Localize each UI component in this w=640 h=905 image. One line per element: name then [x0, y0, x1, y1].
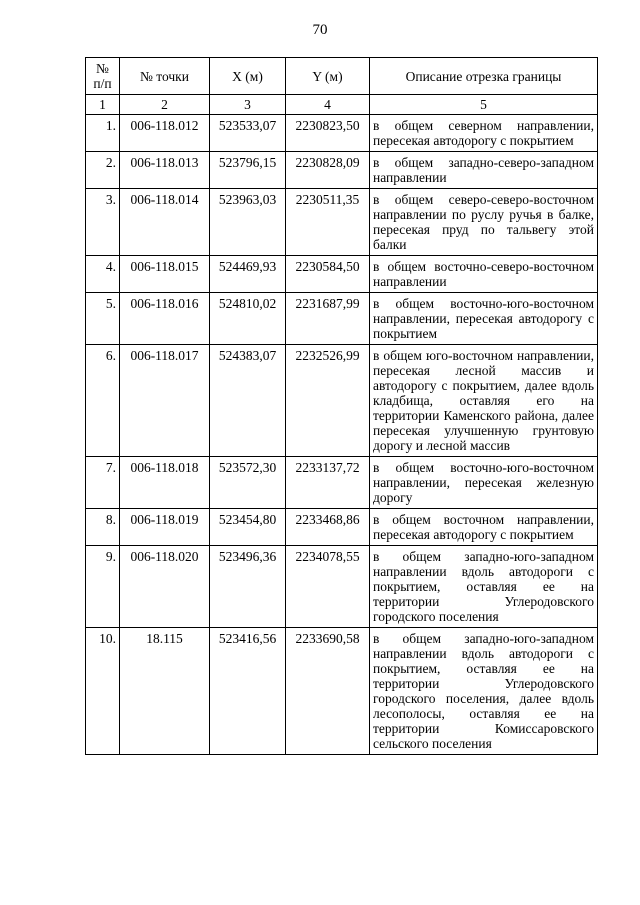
coord-y: 2231687,99 [286, 293, 370, 345]
segment-description: в общем северо-северо-восточном направлении по руслу ручья в балке, пересекая пруд по тальвегу этой балки [370, 189, 598, 256]
row-number: 7. [86, 457, 120, 509]
segment-description: в общем восточно-северо-восточном направлении [370, 256, 598, 293]
boundary-table [85, 57, 598, 755]
segment-description: в общем восточно-юго-восточном направлении, пересекая автодорогу с покрытием [370, 293, 598, 345]
row-number: 10. [86, 628, 120, 755]
column-numbers-row [86, 95, 598, 115]
coord-x: 523454,80 [210, 509, 286, 546]
coord-x: 523416,56 [210, 628, 286, 755]
coord-y: 2233468,86 [286, 509, 370, 546]
coord-y: 2230828,09 [286, 152, 370, 189]
point-id: 006-118.012 [120, 115, 210, 152]
row-number: 1. [86, 115, 120, 152]
coord-y: 2230823,50 [286, 115, 370, 152]
coord-x: 523963,03 [210, 189, 286, 256]
point-id: 006-118.014 [120, 189, 210, 256]
point-id: 006-118.016 [120, 293, 210, 345]
row-number: 8. [86, 509, 120, 546]
header-num [86, 58, 120, 95]
table-row [86, 293, 598, 345]
header-desc: Описание отрезка границы [370, 58, 598, 95]
column-number: 5 [370, 95, 598, 115]
row-number: 2. [86, 152, 120, 189]
header-row [86, 58, 598, 95]
coord-y: 2234078,55 [286, 546, 370, 628]
coord-x: 523496,36 [210, 546, 286, 628]
coord-y: 2230511,35 [286, 189, 370, 256]
coord-y: 2233137,72 [286, 457, 370, 509]
table-row [86, 152, 598, 189]
coord-y: 2233690,58 [286, 628, 370, 755]
coord-x: 523572,30 [210, 457, 286, 509]
segment-description: в общем западно-северо-западном направлении [370, 152, 598, 189]
coord-x: 523796,15 [210, 152, 286, 189]
header-point: № точки [120, 58, 210, 95]
column-number: 2 [120, 95, 210, 115]
segment-description: в общем восточном направлении, пересекая автодорогу с покрытием [370, 509, 598, 546]
row-number: 4. [86, 256, 120, 293]
row-number: 3. [86, 189, 120, 256]
segment-description: в общем восточно-юго-восточном направлении, пересекая железную дорогу [370, 457, 598, 509]
point-id: 006-118.018 [120, 457, 210, 509]
table-row [86, 256, 598, 293]
point-id: 006-118.017 [120, 345, 210, 457]
header-x: X (м) [210, 58, 286, 95]
page-number: 70 [312, 22, 328, 38]
header-num-line1: № [96, 61, 109, 76]
table-row [86, 189, 598, 256]
coord-x: 523533,07 [210, 115, 286, 152]
coord-x: 524810,02 [210, 293, 286, 345]
column-number: 1 [86, 95, 120, 115]
segment-description: в общем северном направлении, пересекая автодорогу с покрытием [370, 115, 598, 152]
point-id: 18.115 [120, 628, 210, 755]
segment-description: в общем западно-юго-западном направлении вдоль автодороги с покрытием, оставляя ее на территории Углеродовского городского поселения [370, 546, 598, 628]
table-row [86, 509, 598, 546]
table-row [86, 546, 598, 628]
segment-description: в общем юго-восточном направлении, пересекая лесной массив и автодорогу с покрытием, далее вдоль кладбища, оставляя его на территории Каменского района, далее пересекая улучшенную грунтовую дорогу и лесной массив [370, 345, 598, 457]
segment-description: в общем западно-юго-западном направлении вдоль автодороги с покрытием, оставляя ее на территории Углеродовского городского поселения, далее вдоль лесополосы, оставляя ее на территории Комиссаровского сельского поселения [370, 628, 598, 755]
row-number: 6. [86, 345, 120, 457]
point-id: 006-118.020 [120, 546, 210, 628]
header-y: Y (м) [286, 58, 370, 95]
coord-x: 524469,93 [210, 256, 286, 293]
table-row [86, 457, 598, 509]
row-number: 9. [86, 546, 120, 628]
table-row [86, 345, 598, 457]
header-num-line2: п/п [93, 76, 112, 91]
column-number: 3 [210, 95, 286, 115]
row-number: 5. [86, 293, 120, 345]
point-id: 006-118.013 [120, 152, 210, 189]
column-number: 4 [286, 95, 370, 115]
coord-x: 524383,07 [210, 345, 286, 457]
point-id: 006-118.015 [120, 256, 210, 293]
coord-y: 2230584,50 [286, 256, 370, 293]
coord-y: 2232526,99 [286, 345, 370, 457]
point-id: 006-118.019 [120, 509, 210, 546]
table-row [86, 115, 598, 152]
table-row [86, 628, 598, 755]
